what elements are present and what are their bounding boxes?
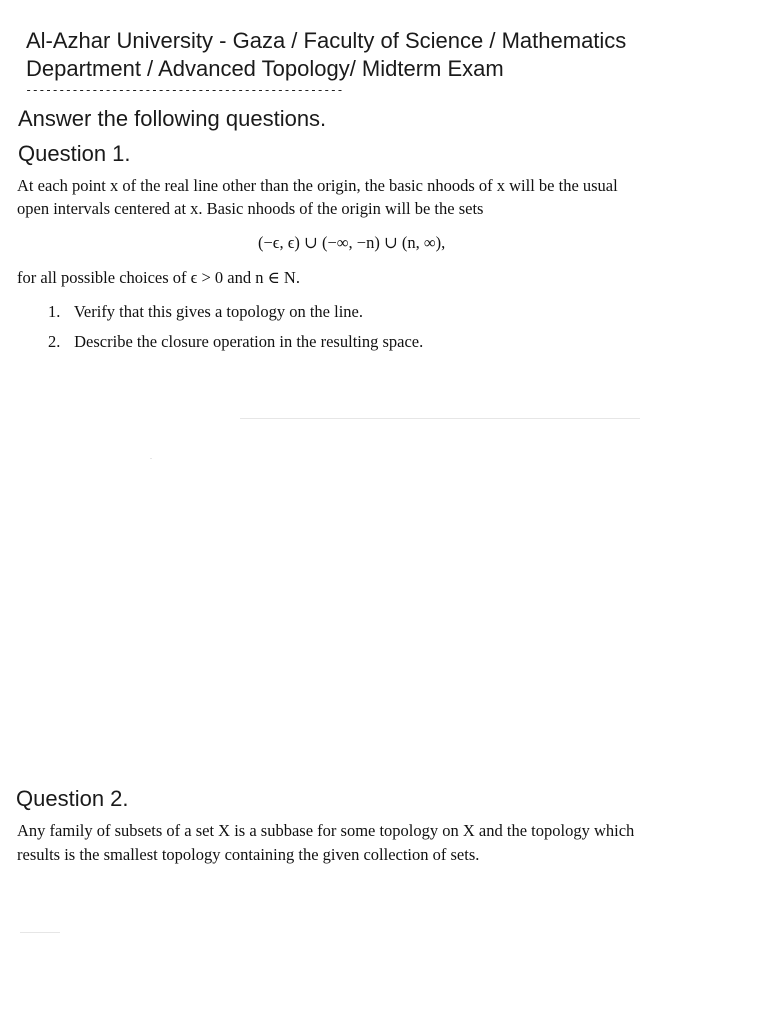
instructions-text: Answer the following questions. bbox=[18, 106, 327, 131]
question-1-item bbox=[48, 302, 363, 322]
header-course-line: Department / Advanced Topology/ Midterm Exam bbox=[26, 56, 504, 81]
question-2-text-line: results is the smallest topology containing the given collection of sets. bbox=[17, 845, 480, 864]
item-number: 1. bbox=[48, 302, 61, 321]
scan-artifact-dot bbox=[150, 458, 152, 459]
question-1-item bbox=[48, 332, 423, 352]
question-2-heading: Question 2. bbox=[16, 786, 129, 811]
item-text: Verify that this gives a topology on the line. bbox=[73, 302, 363, 321]
item-text: Describe the closure operation in the resulting space. bbox=[74, 332, 424, 351]
question-1-text-line: for all possible choices of ϵ > 0 and n ∈ N. bbox=[17, 268, 300, 287]
item-number: 2. bbox=[48, 332, 61, 351]
question-2-text-line: Any family of subsets of a set X is a subbase for some topology on X and the topology which bbox=[17, 821, 635, 840]
header-separator: ------------------------------------------------ bbox=[25, 83, 343, 97]
question-1-heading: Question 1. bbox=[18, 141, 131, 166]
question-1-text-line: At each point x of the real line other than the origin, the basic nhoods of x will be the usual bbox=[17, 176, 618, 195]
header-institution-line: Al-Azhar University - Gaza / Faculty of Science / Mathematics bbox=[26, 28, 627, 53]
scan-artifact-line bbox=[240, 418, 640, 419]
scan-artifact-line bbox=[20, 932, 60, 933]
question-1-formula: (−ϵ, ϵ) ∪ (−∞, −n) ∪ (n, ∞), bbox=[258, 233, 446, 252]
question-1-text-line: open intervals centered at x. Basic nhoods of the origin will be the sets bbox=[17, 199, 484, 218]
